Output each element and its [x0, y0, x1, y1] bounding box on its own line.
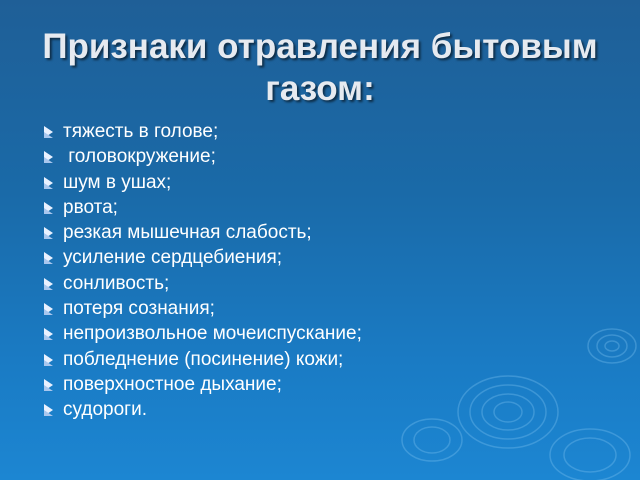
arrow-bullet-icon: [44, 177, 53, 189]
slide-title-line-1: Признаки отравления бытовым: [42, 27, 598, 66]
arrow-bullet-icon: [44, 354, 53, 366]
arrow-bullet-icon: [44, 227, 53, 239]
slide-title-line-2: газом:: [265, 69, 375, 108]
arrow-bullet-icon: [44, 404, 53, 416]
slide-title: [0, 26, 640, 110]
arrow-bullet-icon: [44, 126, 53, 138]
arrow-bullet-icon: [44, 379, 53, 391]
arrow-bullet-icon: [44, 278, 53, 290]
arrow-bullet-icon: [44, 328, 53, 340]
arrow-bullet-icon: [44, 252, 53, 264]
arrow-bullet-icon: [44, 202, 53, 214]
arrow-bullet-icon: [44, 151, 53, 163]
arrow-bullet-icon: [44, 303, 53, 315]
